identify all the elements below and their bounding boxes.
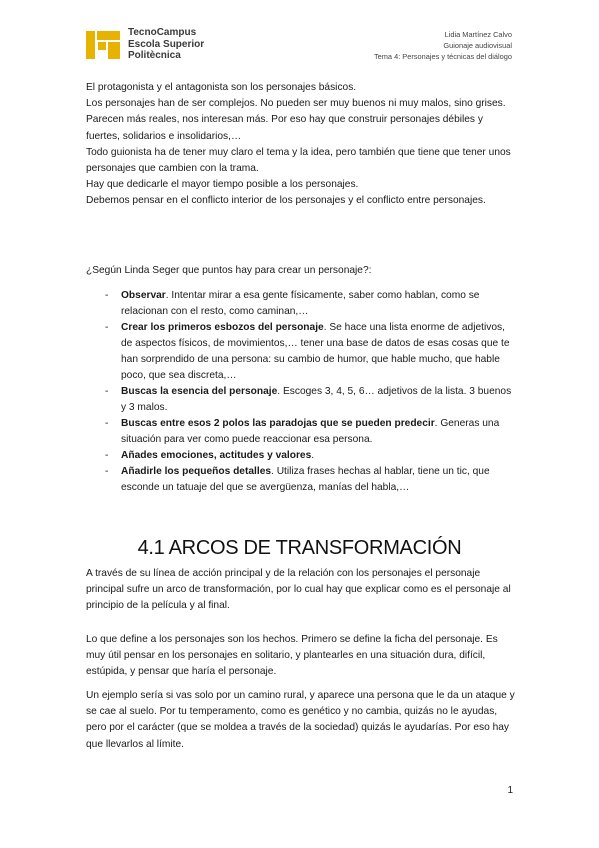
logo-text [128, 27, 204, 62]
section-title: 4.1 ARCOS DE TRANSFORMACIÓN [137, 537, 462, 559]
paragraph: Todo guionista ha de tener muy claro el tema y la idea, pero también que tiene que tener unos personajes que cambien con la trama. [86, 146, 511, 175]
item-title: Añades emociones, actitudes y valores [121, 450, 312, 461]
list-item [86, 448, 516, 464]
tecnocampus-logo [86, 27, 236, 67]
logo-line: Escola Superior [128, 38, 205, 50]
bullet-marker: - [105, 386, 109, 397]
item-title: Buscas entre esos 2 polos las paradojas que se pueden predecir [121, 418, 435, 429]
paragraph: Parecen más reales, nos interesan más. Por eso hay que construir personajes débiles y fuertes, solidarios e insolidarios,… [86, 114, 483, 142]
bullet-marker: - [105, 322, 109, 333]
paragraph: El protagonista y el antagonista son los personajes básicos. [86, 82, 357, 93]
item-text: . [311, 450, 315, 461]
bullet-list [86, 288, 516, 496]
item-text: . Se hace una lista enorme de adjetivos, de aspectos físicos, de movimientos,… tener una base de datos de esas cosas que te han sorprendido de una persona: su cambio de humor, que hable mucho, que hable poco, que sea discreta,… [121, 322, 510, 381]
intro-block [86, 80, 516, 210]
topic: Tema 4: Personajes y técnicas del diálogo [373, 52, 512, 61]
author: Lidia Martínez Calvo [444, 30, 512, 39]
subject: Guionaje audiovisual [443, 41, 512, 50]
header-info [374, 29, 512, 62]
paragraph: Lo que define a los personajes son los hechos. Primero se define la ficha del personaje. Es muy útil pensar en los personajes en solitario, y plantearles en una situación dura, difícil, estúpida, y pensar que haría el personaje. [86, 634, 498, 678]
bullet-marker: - [105, 418, 109, 429]
list-item [86, 288, 516, 320]
bullet-marker: - [105, 290, 109, 301]
item-text: . Generas una situación para ver como puede reaccionar esa persona. [121, 418, 500, 445]
item-title: Añadirle los pequeños detalles [121, 466, 272, 477]
item-text: . Escoges 3, 4, 5, 6… adjetivos de la lista. 3 buenos y 3 malos. [121, 386, 512, 413]
list-item [86, 416, 516, 448]
logo-mark-icon [86, 31, 120, 59]
list-item [86, 384, 516, 416]
bullet-marker: - [105, 466, 109, 477]
bullet-marker: - [105, 450, 109, 461]
paragraph: Hay que dedicarle el mayor tiempo posible a los personajes. [86, 179, 359, 191]
logo-line: Politècnica [128, 50, 181, 61]
item-title: Buscas la esencia del personaje [121, 386, 278, 397]
item-title: Crear los primeros esbozos del personaje [121, 322, 324, 333]
paragraph: Un ejemplo sería si vas solo por un camino rural, y aparece una persona que le da un ataque y se cae al suelo. Por tu temperamento, como es genético y no cambia, quizás no le ayudas, pero por el carácter (que se moldea a través de la sociedad) quizás le ayudarías. Por eso hay que llevarlos al límite. [86, 690, 515, 750]
item-title: Observar [121, 290, 166, 301]
item-text: . Utiliza frases hechas al hablar, tiene un tic, que esconde un tatuaje del que se avergüenza, manías del habla,… [121, 466, 490, 493]
list-item [86, 320, 516, 384]
paragraph: Debemos pensar en el conflicto interior de los personajes y el conflicto entre personajes. [86, 195, 486, 207]
item-text: . Intentar mirar a esa gente físicamente, saber como hablan, como se relacionan con el resto, como caminan,… [121, 290, 480, 317]
list-item [86, 464, 516, 496]
question: ¿Según Linda Seger que puntos hay para crear un personaje?: [86, 265, 372, 276]
paragraph: A través de su línea de acción principal y de la relación con los personajes el personaje principal sufre un arco de transformación, por lo cual hay que explicar como es el personaje al principio de la película y al final. [86, 568, 511, 612]
paragraph: Los personajes han de ser complejos. No pueden ser muy buenos ni muy malos, sino grises. [86, 98, 506, 110]
page-number: 1 [507, 785, 513, 796]
logo-line: TecnoCampus [128, 27, 197, 38]
